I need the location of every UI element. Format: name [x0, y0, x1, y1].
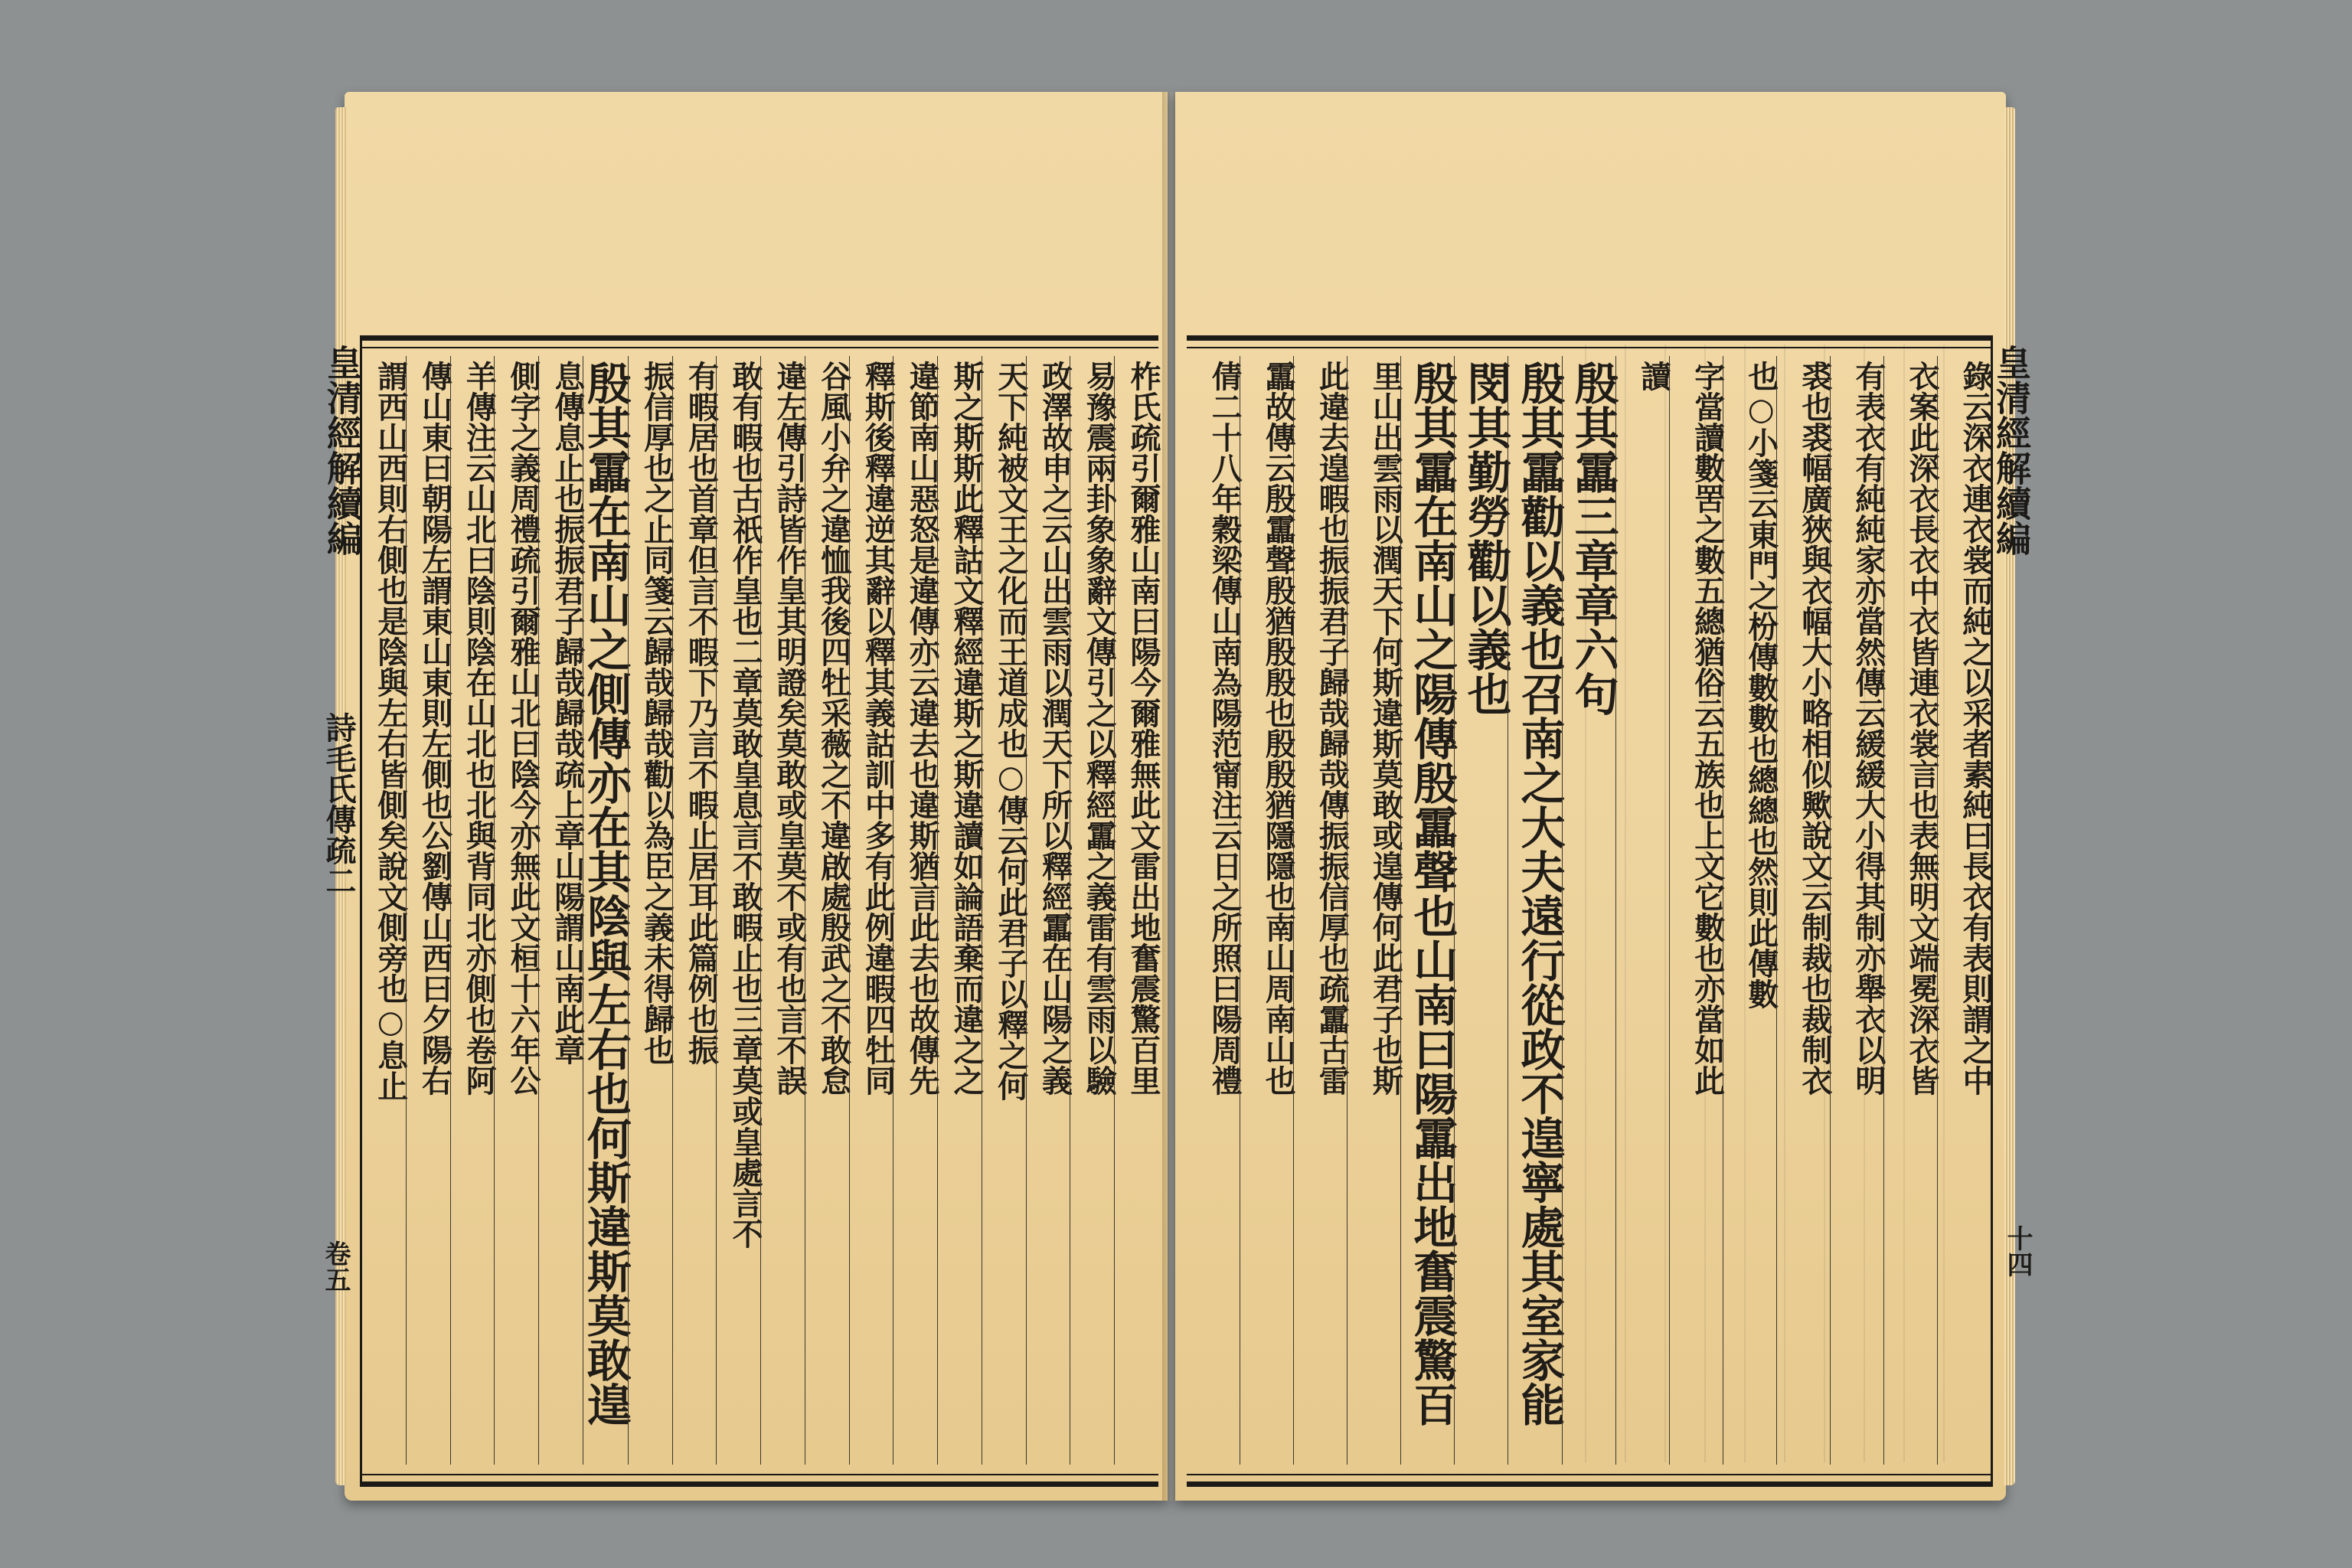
text-column: 側字之義周禮疏引爾雅山北曰陰今亦無此文桓十六年公: [494, 356, 538, 1465]
text-column: 字當讀數罟之數五總猶俗云五族也上文它數也亦當如此: [1669, 356, 1723, 1465]
text-column: 振信厚也之止同箋云歸哉歸哉勸以為臣之義未得歸也: [628, 356, 672, 1465]
text-column: 殷其靁在南山之側傳亦在其陰與左右也何斯違斯莫敢遑: [583, 356, 628, 1465]
text-column: 天下純被文王之化而王道成也○傳云何此君子以釋之何: [982, 356, 1026, 1465]
right-page: [1175, 92, 2033, 1501]
left-margin-title: 皇清經解續編: [322, 345, 363, 556]
right-columns: [1187, 356, 1994, 1465]
text-column: 有暇居也首章但言不暇下乃言不暇止居耳此篇例也振: [672, 356, 717, 1465]
text-column: 衣案此深衣長衣中衣皆連衣裳言也表無明文端冕深衣皆: [1883, 356, 1937, 1465]
text-column: 谷風小弁之違恤我後四牡采薇之不違啟處殷武之不敢怠: [805, 356, 849, 1465]
text-column: 里山出雲雨以潤天下何斯違斯莫敢或遑傳何此君子也斯: [1347, 356, 1400, 1465]
left-folio: 卷五: [320, 1240, 351, 1292]
text-column: 倩二十八年穀梁傳山南為陽范甯注云日之所照曰陽周禮: [1207, 361, 1243, 1096]
text-column: 釋斯後釋違逆其辭以釋其義詁訓中多有此例違暇四牡同: [849, 356, 893, 1465]
left-columns: [362, 356, 1161, 1465]
text-column: 閔其勤勞勸以義也: [1454, 356, 1508, 1465]
text-column: 此違去遑暇也振振君子歸哉歸哉傳振振信厚也疏靁古雷: [1293, 356, 1347, 1465]
text-column: 違節南山惡怒是違傳亦云違去也違斯猶言此去也故傳先: [893, 356, 937, 1465]
right-folio: 十四: [2002, 1225, 2033, 1277]
text-column: 殷其靁三章章六句: [1562, 356, 1615, 1465]
right-page-edges: [2004, 107, 2015, 1485]
text-column: 息傳息止也振振君子歸哉歸哉疏上章山陽謂山南此章: [538, 356, 583, 1465]
text-column: 羊傳注云山北曰陰則陰在山北也北與背同北亦側也卷阿: [450, 356, 495, 1465]
text-column: 有表衣有純純家亦當然傳云緩緩大小得其制亦舉衣以明: [1830, 356, 1883, 1465]
text-column: 錄云深衣連衣裳而純之以采者素純曰長衣有表則謂之中: [1937, 356, 1991, 1465]
text-column: 傳山東曰朝陽左謂東山東則左側也公劉傳山西曰夕陽右: [406, 356, 450, 1465]
text-column: 讀: [1615, 356, 1669, 1465]
text-column: 柞氏疏引爾雅山南曰陽今爾雅無此文雷出地奮震驚百里: [1114, 356, 1158, 1465]
text-column: 裘也裘幅廣狹與衣幅大小略相似歟說文云制裁也裁制衣: [1776, 356, 1830, 1465]
open-book: [320, 92, 2033, 1524]
left-page: [320, 92, 1168, 1501]
text-column: 斯之斯斯此釋詁文釋經違斯之斯違讀如論語棄而違之之: [937, 356, 982, 1465]
right-text-frame: [1187, 335, 1993, 1487]
text-column: 政澤故申之云山出雲雨以潤天下所以釋經靁在山陽之義: [1026, 356, 1070, 1465]
left-text-frame: [360, 335, 1161, 1487]
text-column: 易豫震兩卦象象辭文傳引之以釋經靁之義雷有雲雨以驗: [1070, 356, 1114, 1465]
text-column: 也○小箋云東門之枌傳數數也總總也然則此傳數: [1723, 356, 1776, 1465]
text-column: 謂西山西則右側也是陰與左右皆側矣說文側旁也○息止: [372, 361, 409, 1101]
text-column: 殷其靁在南山之陽傳殷靁聲也山南曰陽靁出地奮震驚百: [1400, 356, 1454, 1465]
text-column: 敢有暇也古祇作皇也二章莫敢皇息言不敢暇止也三章莫或皇處言不: [716, 356, 760, 1465]
text-column: 違左傳引詩皆作皇其明證矣莫敢或皇莫不或有也言不誤: [760, 356, 805, 1465]
text-column: 殷其靁勸以義也召南之大夫遠行從政不遑寧處其室家能: [1508, 356, 1561, 1465]
text-column: 靁故傳云殷靁聲殷猶殷殷也殷殷猶隱隱也南山周南山也: [1240, 356, 1293, 1465]
right-margin-title: 皇清經解續編: [1991, 345, 2032, 556]
left-margin-subtitle: 詩毛氏傳疏二: [321, 712, 357, 896]
